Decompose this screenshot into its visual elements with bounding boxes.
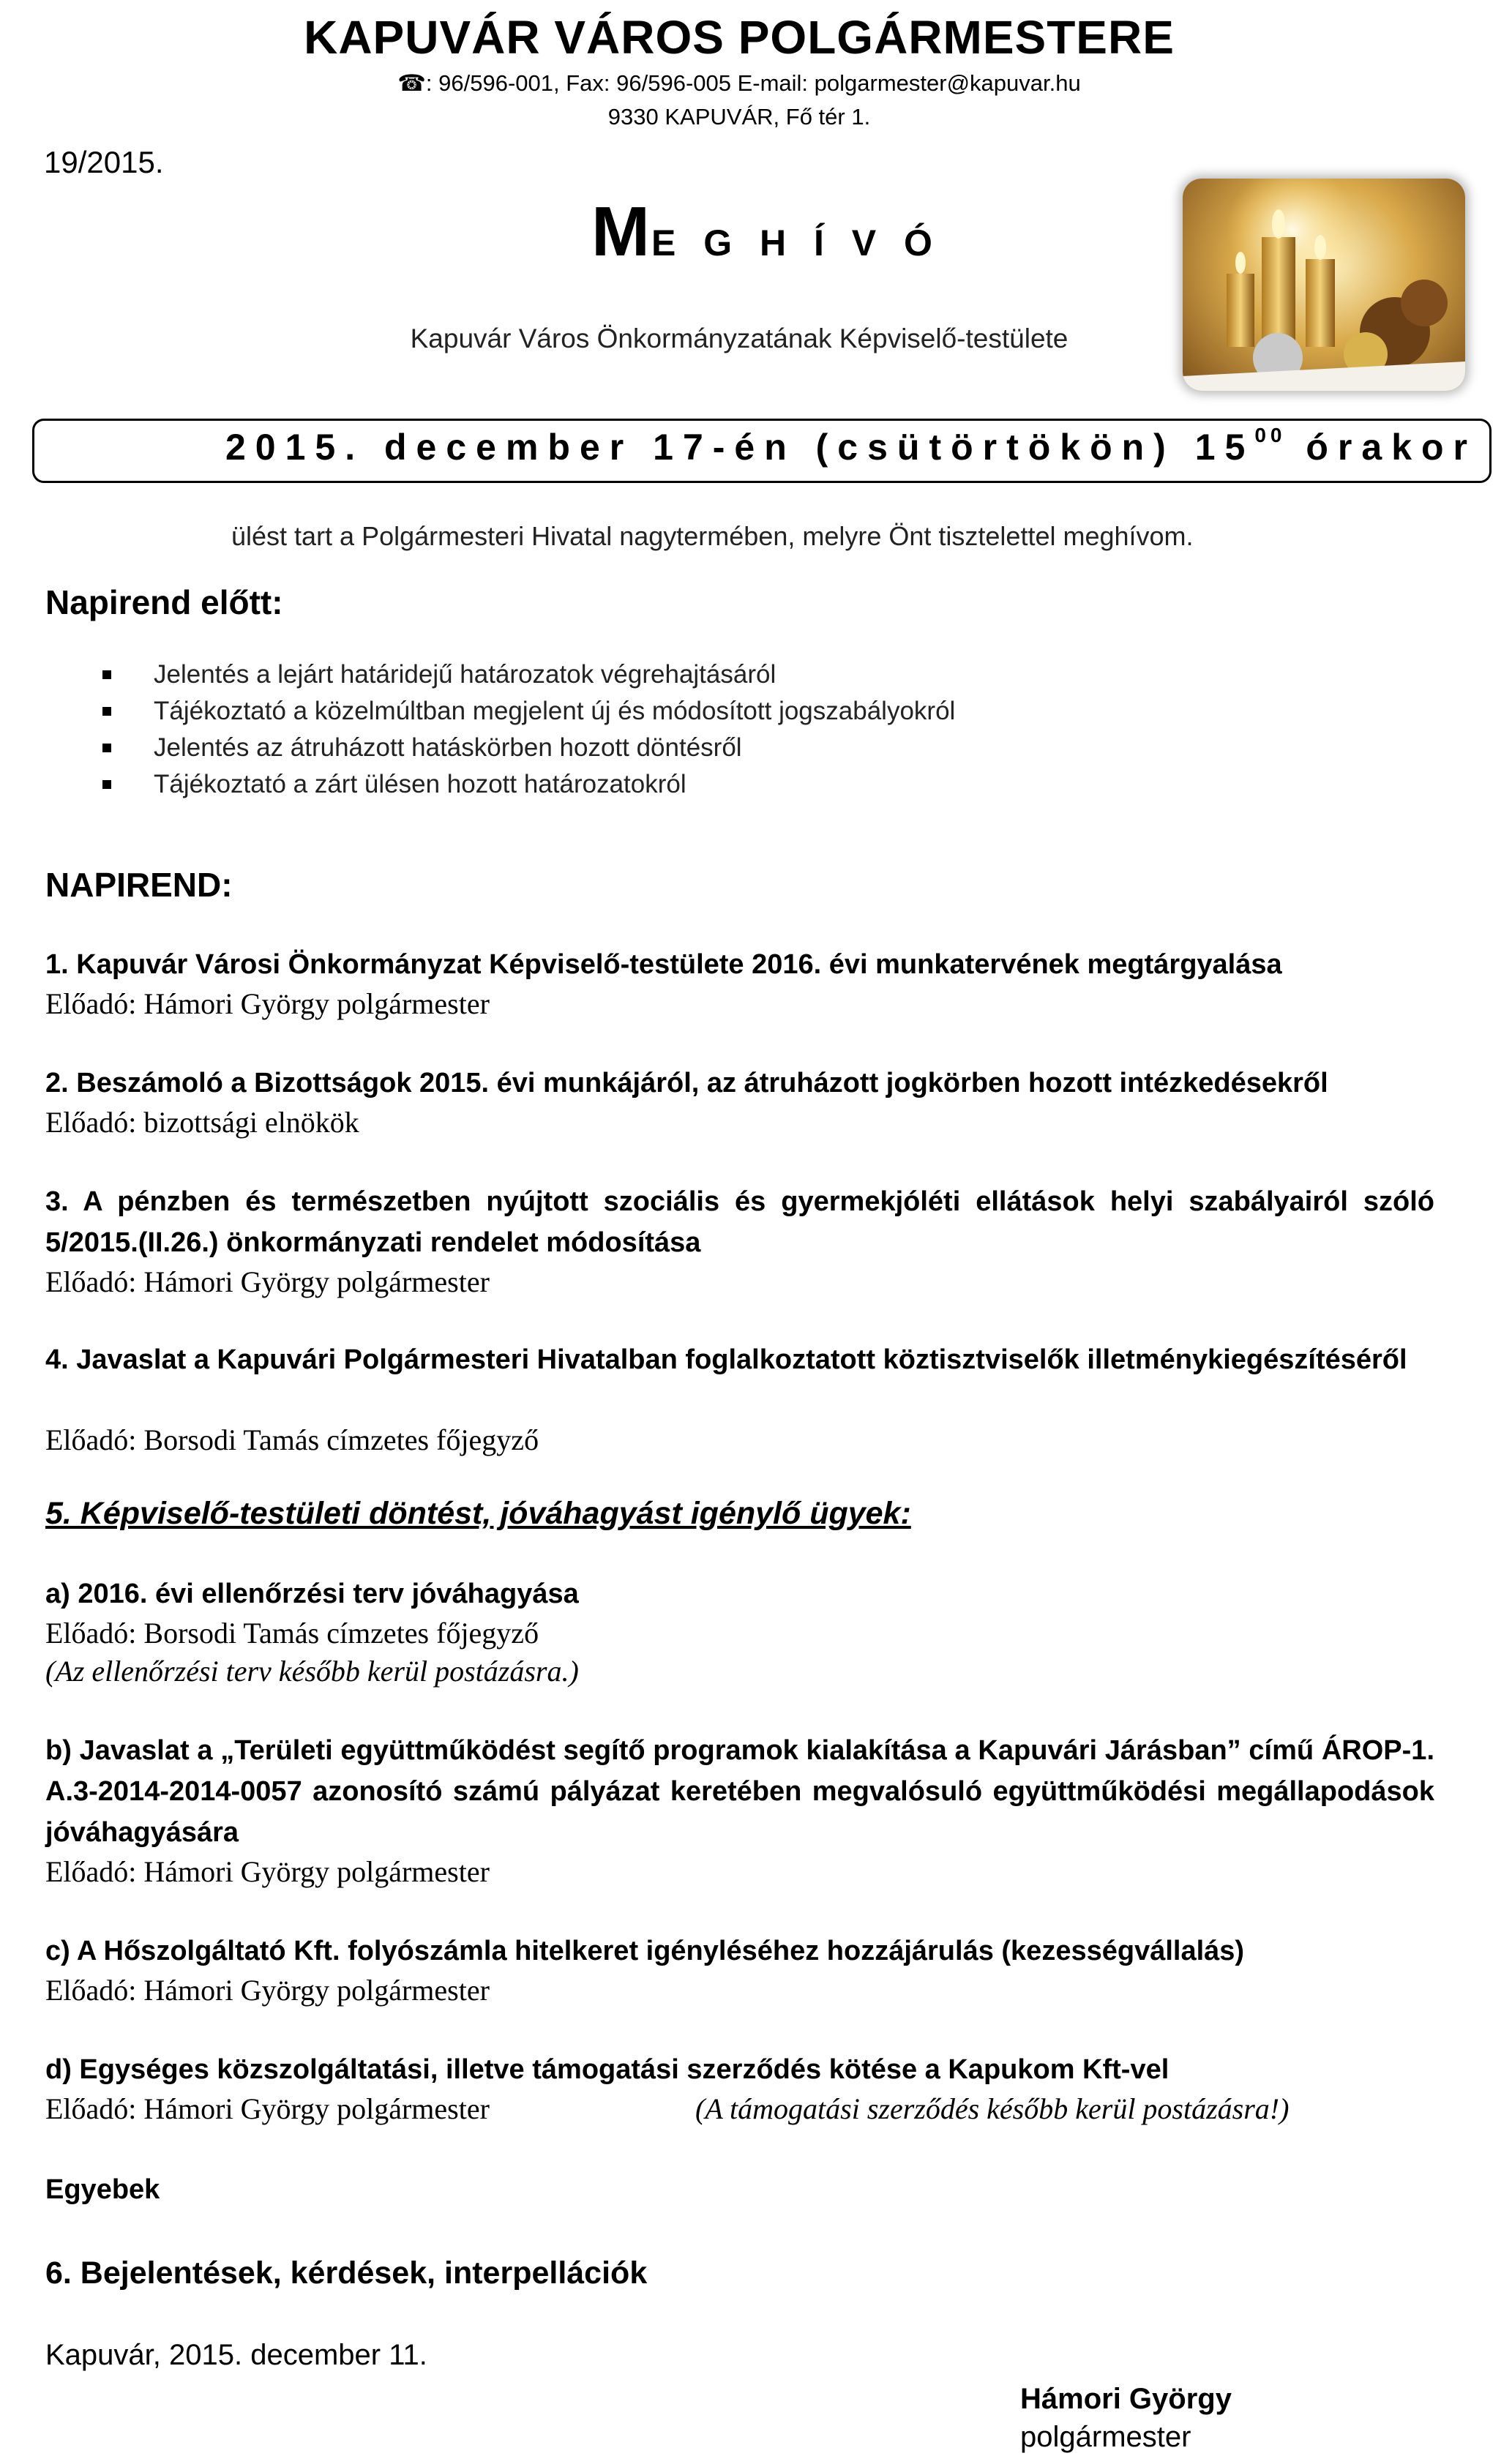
agenda-item-3-title: 3. A pénzben és természetben nyújtott szociális és gyermekjóléti ellátások helyi szabályairól szóló 5/2015.(II.26.) önkormányzati rendelet módosítása [45,1186,1434,1258]
phone-icon: ☎ [397,70,426,96]
invitation-subtitle: Kapuvár Város Önkormányzatának Képviselő-testülete [410,323,1068,353]
item-c-title: c) A Hőszolgáltató Kft. folyószámla hitelkeret igényléséhez hozzájárulás (kezességvállalás) [45,1936,1245,1966]
agenda-item-4-title: 4. Javaslat a Kapuvári Polgármesteri Hivatalban foglalkoztatott köztisztviselők illetménykiegészítéséről [45,1344,1407,1375]
office-title: KAPUVÁR VÁROS POLGÁRMESTERE [304,11,1175,64]
address-line: 9330 KAPUVÁR, Fő tér 1. [607,104,871,130]
agenda-item-4-presenter: Előadó: Borsodi Tamás címzetes főjegyző [45,1423,539,1456]
christmas-candles-image [1183,179,1465,391]
agenda-item-2-presenter: Előadó: bizottsági elnökök [45,1106,359,1139]
list-item-text: Jelentés a lejárt határidejű határozatok végrehajtásáról [154,660,776,689]
list-item-text: Tájékoztató a közelmúltban megjelent új és módosított jogszabályokról [154,697,956,725]
pre-agenda-heading: Napirend előtt: [45,583,283,621]
candles-illustration [1183,179,1465,391]
list-item [102,656,1420,693]
item-a-note: (Az ellenőrzési terv később kerül postázásra.) [45,1655,579,1688]
signer-name: Hámori György [1020,2383,1232,2415]
meeting-time-suffix: órakor [1286,427,1478,468]
item-b-presenter: Előadó: Hámori György polgármester [45,1855,490,1888]
agenda-item-1-presenter: Előadó: Hámori György polgármester [45,987,490,1020]
place-date: Kapuvár, 2015. december 11. [45,2339,427,2371]
item-a-presenter: Előadó: Borsodi Tamás címzetes főjegyző [45,1617,539,1650]
meeting-time-minutes: 00 [1254,424,1287,447]
list-item-text: Tájékoztató a zárt ülésen hozott határozatokról [154,770,686,798]
meeting-date [225,426,1477,468]
contact-text: : 96/596-001, Fax: 96/596-005 E-mail: polgarmester@kapuvar.hu [425,70,1081,96]
signer-title: polgármester [1020,2421,1191,2453]
item-d-presenter: Előadó: Hámori György polgármester [45,2092,490,2125]
agenda-item-1-title: 1. Kapuvár Városi Önkormányzat Képviselő-testülete 2016. évi munkatervének megtárgyalása [45,949,1282,980]
session-text: ülést tart a Polgármesteri Hivatal nagytermében, melyre Önt tisztelettel meghívom. [231,521,1194,551]
item-a-title: a) 2016. évi ellenőrzési terv jóváhagyása [45,1579,579,1609]
item-b-title: b) Javaslat a „Területi együttműködést segítő programok kialakítása a Kapuvári Járásban” című ÁROP-1. A.3-2014-2014-0057 azonosító számú pályázat keretében megvalósuló együttműködési megállapodások jóváhagyására [45,1735,1434,1848]
agenda-item-2-title: 2. Beszámoló a Bizottságok 2015. évi munkájáról, az átruházott jogkörben hozott intézkedésekről [45,1068,1328,1098]
meeting-date-text: 2015. december 17-én (csütörtökön) 15 [225,427,1255,468]
invitation-title [591,192,941,272]
invitation-title-rest: E G H Í V Ó [651,222,941,263]
invitation-title-initial: M [591,192,651,271]
agenda-heading: NAPIREND: [45,866,233,904]
contact-line [0,70,1478,97]
list-item [102,766,1420,803]
item-c-presenter: Előadó: Hámori György polgármester [45,1974,490,2007]
agenda-item-3-presenter: Előadó: Hámori György polgármester [45,1265,490,1298]
section-6-heading: 6. Bejelentések, kérdések, interpellációk [45,2255,648,2291]
bullet-square-icon [102,670,111,679]
item-d-note: (A támogatási szerződés később kerül postázásra!) [695,2092,1290,2125]
reference-number: 19/2015. [44,145,164,179]
list-item [102,693,1420,730]
list-item-text: Jelentés az átruházott hatáskörben hozott döntésről [154,733,742,762]
other-heading: Egyebek [45,2174,160,2205]
section-5-heading: 5. Képviselő-testületi döntést, jóváhagyást igénylő ügyek: [45,1496,911,1531]
pre-agenda-list [102,656,1420,803]
bullet-square-icon [102,780,111,789]
bullet-square-icon [102,744,111,752]
list-item [102,730,1420,766]
bullet-square-icon [102,707,111,716]
item-d-title: d) Egységes közszolgáltatási, illetve támogatási szerződés kötése a Kapukom Kft-vel [45,2054,1169,2085]
